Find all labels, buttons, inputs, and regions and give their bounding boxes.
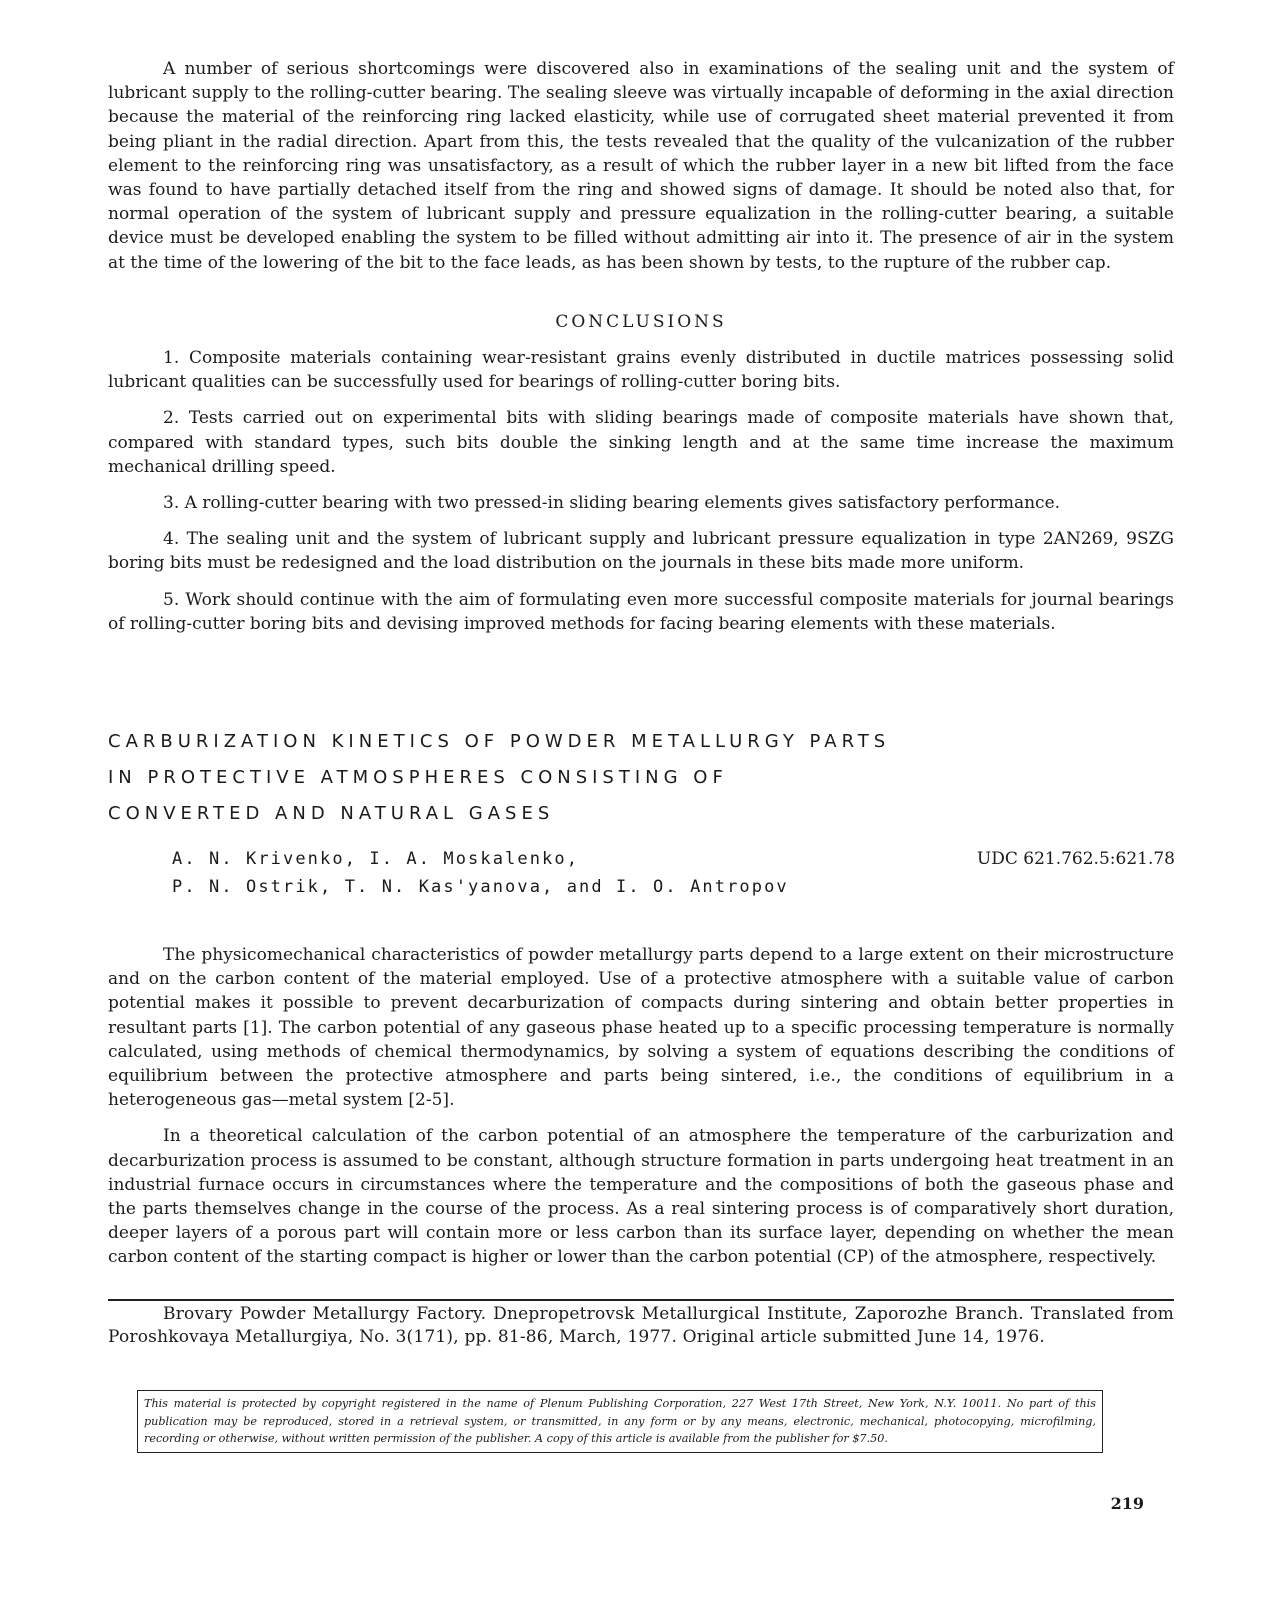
top-paragraph: A number of serious shortcomings were discovered also in examinations of the sealing unit and the system of lubricant supply to the rolling-cutter bearing. The sealing sleeve was virtually incapable of deforming in the axial direction because the material of the reinforcing ring lacked elasticity, while use of corrugated sheet material prevented it from being pliant in the radial direction. Apart from this, the tests revealed that the quality of the vulcanization of the rubber element to the reinforcing ring was unsatisfactory, as a result of which the rubber layer in a new bit lifted from the face was found to have partially detached itself from the ring and showed signs of damage. It should be noted also that, for normal operation of the system of lubricant supply and pressure equalization in the rolling-cutter bearing, a suitable device must be developed enabling the system to be filled without admitting air into it. The presence of air in the system at the time of the lowering of the bit to the face leads, as has been shown by tests, to the rupture of the rubber cap. (108, 59, 1174, 273)
article-title (108, 724, 890, 832)
conclusion-item: 1. Composite materials containing wear-resistant grains evenly distributed in ductile matrices possessing solid lubricant qualities can be successfully used for bearings of rolling-cutter boring bits. (108, 348, 1174, 393)
conclusions-heading: CONCLUSIONS (555, 312, 727, 332)
article-body (108, 943, 1174, 1270)
footnote-text: Brovary Powder Metallurgy Factory. Dnepropetrovsk Metallurgical Institute, Zaporozhe Branch. Translated from Poroshkovaya Metallurgiya, No. 3(171), pp. 81-86, March, 1977. Original article submitted June 14, 1976. (108, 1304, 1174, 1347)
conclusions-list (108, 346, 1174, 648)
article-title-line: CONVERTED AND NATURAL GASES (108, 803, 555, 824)
conclusion-item: 2. Tests carried out on experimental bits with sliding bearings made of composite materials have shown that, compared with standard types, such bits double the sinking length and at the same time increase the maximum mechanical drilling speed. (108, 408, 1174, 477)
top-paragraph-block (108, 57, 1174, 275)
conclusion-item: 4. The sealing unit and the system of lubricant supply and lubricant pressure equalization in type 2AN269, 9SZG boring bits must be redesigned and the load distribution on the journals in these bits made more uniform. (108, 529, 1174, 574)
udc-code: UDC 621.762.5:621.78 (976, 849, 1175, 869)
conclusion-item: 5. Work should continue with the aim of formulating even more successful composite materials for journal bearings of rolling-cutter boring bits and devising improved methods for facing bearing elements with these materials. (108, 589, 1174, 634)
article-title-line: CARBURIZATION KINETICS OF POWDER METALLURGY PARTS (108, 731, 891, 752)
author-line: A. N. Krivenko, I. A. Moskalenko, (172, 849, 580, 869)
footnote-divider (108, 1299, 1174, 1301)
copyright-notice: This material is protected by copyright registered in the name of Plenum Publishing Corporation, 227 West 17th Street, New York, N.Y. 10011. No part of this publication may be reproduced, stored in a retrieval system, or transmitted, in any form or by any means, electronic, mechanical, photocopying, microfilming, recording or otherwise, without written permission of the publisher. A copy of this article is available from the publisher for $7.50. (137, 1390, 1103, 1453)
article-paragraph: The physicomechanical characteristics of powder metallurgy parts depend to a large extent on their microstructure and on the carbon content of the material employed. Use of a protective atmosphere with a suitable value of carbon potential makes it possible to prevent decarburization of compacts during sintering and obtain better properties in resultant parts [1]. The carbon potential of any gaseous phase heated up to a specific processing temperature is normally calculated, using methods of chemical thermodynamics, by solving a system of equations describing the conditions of equilibrium between the protective atmosphere and parts being sintered, i.e., the conditions of equilibrium in a heterogeneous gas—metal system [2-5]. (108, 945, 1174, 1111)
article-paragraph: In a theoretical calculation of the carbon potential of an atmosphere the temperature of the carburization and decarburization process is assumed to be constant, although structure formation in parts undergoing heat treatment in an industrial furnace occurs in circumstances where the temperature and the compositions of both the gaseous phase and the parts themselves change in the course of the process. As a real sintering process is of comparatively short duration, deeper layers of a porous part will contain more or less carbon than its surface layer, depending on whether the mean carbon content of the starting compact is higher or lower than the carbon potential (CP) of the atmosphere, respectively. (108, 1126, 1174, 1268)
footnote (108, 1303, 1174, 1349)
page-number: 219 (1110, 1494, 1144, 1513)
author-line: P. N. Ostrik, T. N. Kas'yanova, and I. O. Antropov (172, 877, 789, 897)
article-title-line: IN PROTECTIVE ATMOSPHERES CONSISTING OF (108, 767, 728, 788)
conclusion-item: 3. A rolling-cutter bearing with two pressed-in sliding bearing elements gives satisfactory performance. (163, 493, 1061, 514)
article-authors (172, 845, 789, 901)
